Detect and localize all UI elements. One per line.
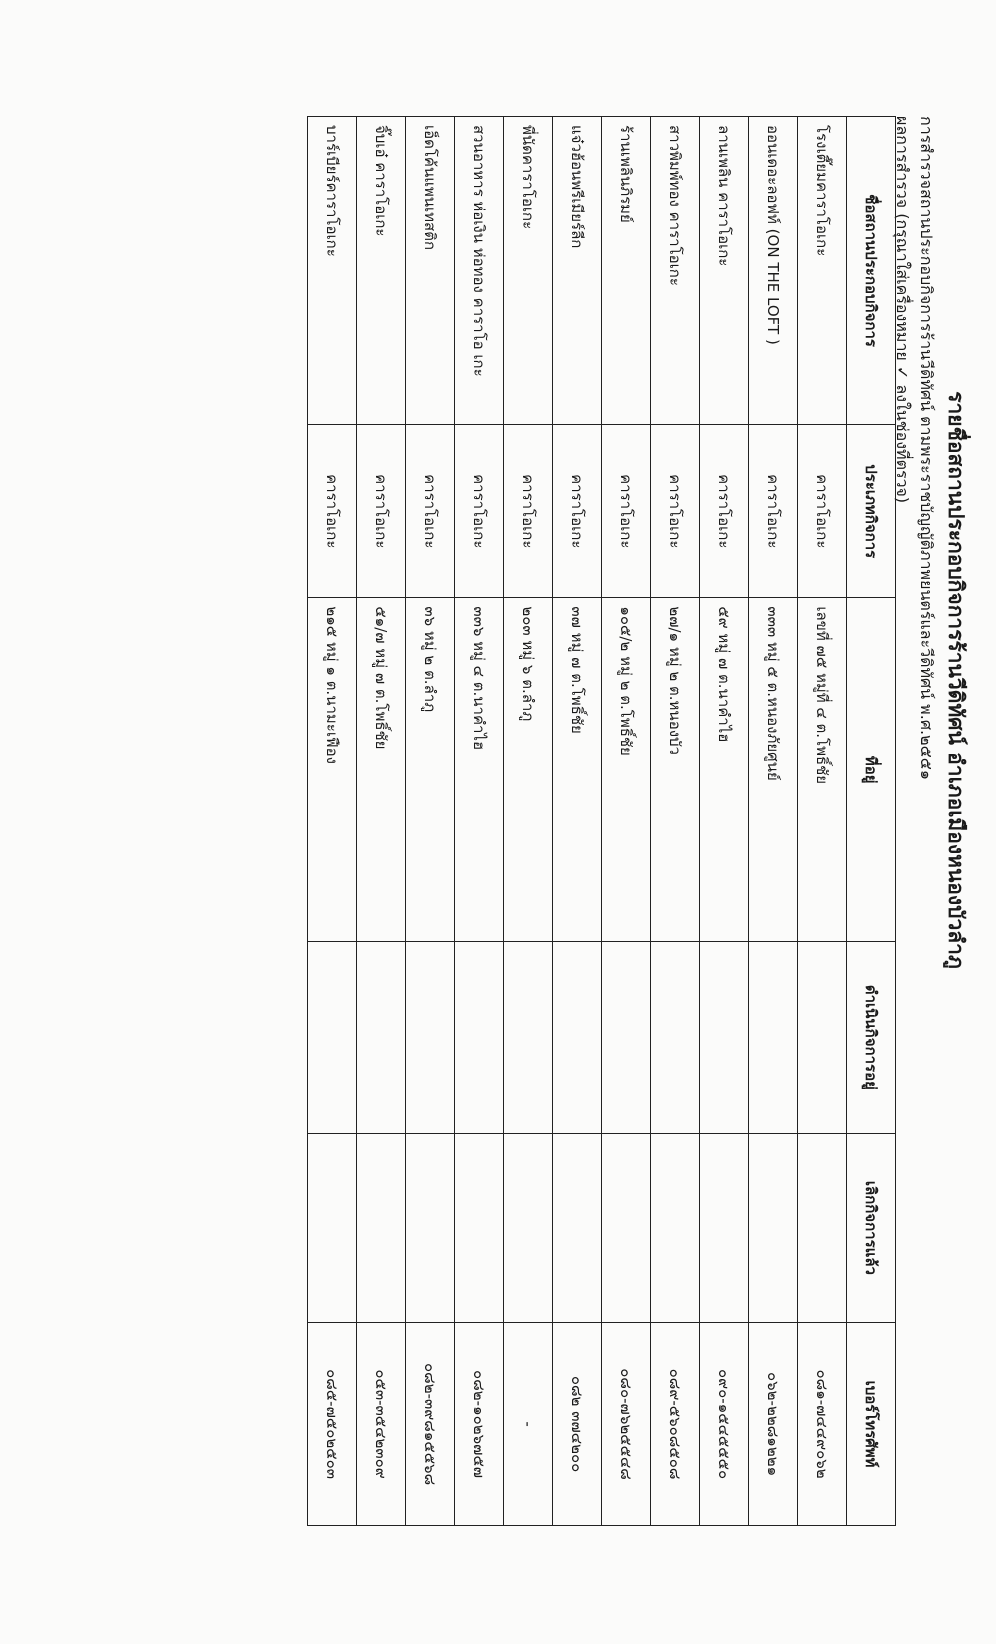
closed-cell [798, 1133, 847, 1323]
intro-block [890, 116, 938, 780]
phone-cell: ๐๕๓-๓๕๔๒๓๐๙ [357, 1323, 406, 1526]
closed-cell [700, 1133, 749, 1323]
table-row [798, 117, 847, 1526]
intro-line-1: การสำรวจสถานประกอบกิจการร้านวีดิทัศน์ ตามพระราชบัญญัติภาพยนตร์และวีดิทัศน์ พ.ศ.๒๕๕๑ [917, 116, 936, 780]
phone-cell: ๐๘๑-๗๔๔๙๐๖๒ [798, 1323, 847, 1526]
name-cell: สวนอาหาร ห่อเงิน ห่อทอง คาราโอ เกะ [455, 117, 504, 425]
closed-cell [749, 1133, 798, 1323]
document-title: รายชื่อสถานประกอบกิจการร้านวีดิทัศน์ อำเภอเมืองหนองบัวลำภู [944, 391, 968, 969]
name-cell: แจ๋วฮ้อนพรีเมียร์ลีก [553, 117, 602, 425]
name-cell: เอ็ดโค้นแพนเทสติก [406, 117, 455, 425]
address-cell: ๕๑/๗ หมู่ ๗ ต.โพธิ์ชัย [357, 598, 406, 942]
type-cell: คาราโอเกะ [357, 425, 406, 598]
type-cell: คาราโอเกะ [455, 425, 504, 598]
address-cell: ๒๐๓ หมู่ ๖ ต.ลำภู [504, 598, 553, 942]
closed-cell [308, 1133, 357, 1323]
phone-cell: ๐๘๒-๓๙๘๑๕๕๖๘ [406, 1323, 455, 1526]
phone-cell: ๐๘๒ ๓๗๔๒๐๐ [553, 1323, 602, 1526]
type-cell: คาราโอเกะ [504, 425, 553, 598]
type-cell: คาราโอเกะ [749, 425, 798, 598]
closed-cell [651, 1133, 700, 1323]
closed-cell [553, 1133, 602, 1323]
table-row [308, 117, 357, 1526]
table-row [749, 117, 798, 1526]
operating-cell [602, 942, 651, 1134]
closed-cell [406, 1133, 455, 1323]
operating-cell [308, 942, 357, 1134]
name-cell: ร้านเพลินภิรมย์ [602, 117, 651, 425]
name-cell: พี่นัดคาราโอเกะ [504, 117, 553, 425]
closed-cell [602, 1133, 651, 1323]
table-row [602, 117, 651, 1526]
establishment-table [307, 116, 896, 1526]
table-header-row [847, 117, 896, 1526]
name-cell: จิ๊บเอ๋ คาราโอเกะ [357, 117, 406, 425]
address-cell: ๓๓๖ หมู่ ๔ ต.นาคำไฮ [455, 598, 504, 942]
name-cell: ออนเดอะลอฟท์ (ON THE LOFT ) [749, 117, 798, 425]
closed-cell [455, 1133, 504, 1323]
operating-cell [553, 942, 602, 1134]
address-cell: ๓๗ หมู่ ๗ ต.โพธิ์ชัย [553, 598, 602, 942]
address-cell: ๓๓๓ หมู่ ๕ ต.หนองภัยศูนย์ [749, 598, 798, 942]
header-phone: เบอร์โทรศัพท์ [847, 1323, 896, 1526]
header-type: ประเภทกิจการ [847, 425, 896, 598]
operating-cell [651, 942, 700, 1134]
operating-cell [357, 942, 406, 1134]
phone-cell: ๐๘๒-๑๐๒๖๗๕๗ [455, 1323, 504, 1526]
header-address: ที่อยู่ [847, 598, 896, 942]
address-cell: ๒๗/๑ หมู่ ๒ ต.หนองบัว [651, 598, 700, 942]
table-row [651, 117, 700, 1526]
name-cell: โรงเตี๊ยมคาราโอเกะ [798, 117, 847, 425]
type-cell: คาราโอเกะ [553, 425, 602, 598]
phone-cell: ๐๙๐-๑๕๔๕๕๕๐ [700, 1323, 749, 1526]
address-cell: ๕๙ หมู่ ๗ ต.นาคำไฮ [700, 598, 749, 942]
phone-cell: ๐๘๕-๗๕๐๒๕๐๓ [308, 1323, 357, 1526]
header-closed: เลิกกิจการแล้ว [847, 1133, 896, 1323]
operating-cell [700, 942, 749, 1134]
table-row [504, 117, 553, 1526]
phone-cell: - [504, 1323, 553, 1526]
table-row [553, 117, 602, 1526]
operating-cell [798, 942, 847, 1134]
type-cell: คาราโอเกะ [602, 425, 651, 598]
operating-cell [504, 942, 553, 1134]
intro-line-2: ผลการสำรวจ (กรุณาใส่เครื่องหมาย ✓ ลงในช่องที่ตรวจ) [893, 116, 912, 504]
closed-cell [357, 1133, 406, 1323]
operating-cell [749, 942, 798, 1134]
address-cell: เลขที่ ๗๕ หมู่ที่ ๔ ต.โพธิ์ชัย [798, 598, 847, 942]
type-cell: คาราโอเกะ [700, 425, 749, 598]
operating-cell [406, 942, 455, 1134]
phone-cell: ๐๘๐-๗๖๒๕๕๔๘ [602, 1323, 651, 1526]
type-cell: คาราโอเกะ [406, 425, 455, 598]
name-cell: สาวพิมพ์ทอง คาราโอเกะ [651, 117, 700, 425]
phone-cell: ๐๖๒-๒๒๘๑๒๒๑ [749, 1323, 798, 1526]
address-cell: ๒๑๕ หมู่ ๑ ต.นามะเฟือง [308, 598, 357, 942]
address-cell: ๓๖ หมู่ ๒ ต.ลำภู [406, 598, 455, 942]
header-operating: ดำเนินกิจการอยู่ [847, 942, 896, 1134]
table-body [308, 117, 847, 1526]
operating-cell [455, 942, 504, 1134]
type-cell: คาราโอเกะ [308, 425, 357, 598]
closed-cell [504, 1133, 553, 1323]
table-row [455, 117, 504, 1526]
address-cell: ๑๐๕/๒ หมู่ ๒ ต.โพธิ์ชัย [602, 598, 651, 942]
phone-cell: ๐๘๙-๕๖๐๘๕๐๘ [651, 1323, 700, 1526]
table-row [700, 117, 749, 1526]
table-row [406, 117, 455, 1526]
type-cell: คาราโอเกะ [798, 425, 847, 598]
name-cell: ลานเพลิน คาราโอเกะ [700, 117, 749, 425]
type-cell: คาราโอเกะ [651, 425, 700, 598]
name-cell: บาร์เบียร์คาราโอเกะ [308, 117, 357, 425]
table-row [357, 117, 406, 1526]
header-name: ชื่อสถานประกอบกิจการ [847, 117, 896, 425]
